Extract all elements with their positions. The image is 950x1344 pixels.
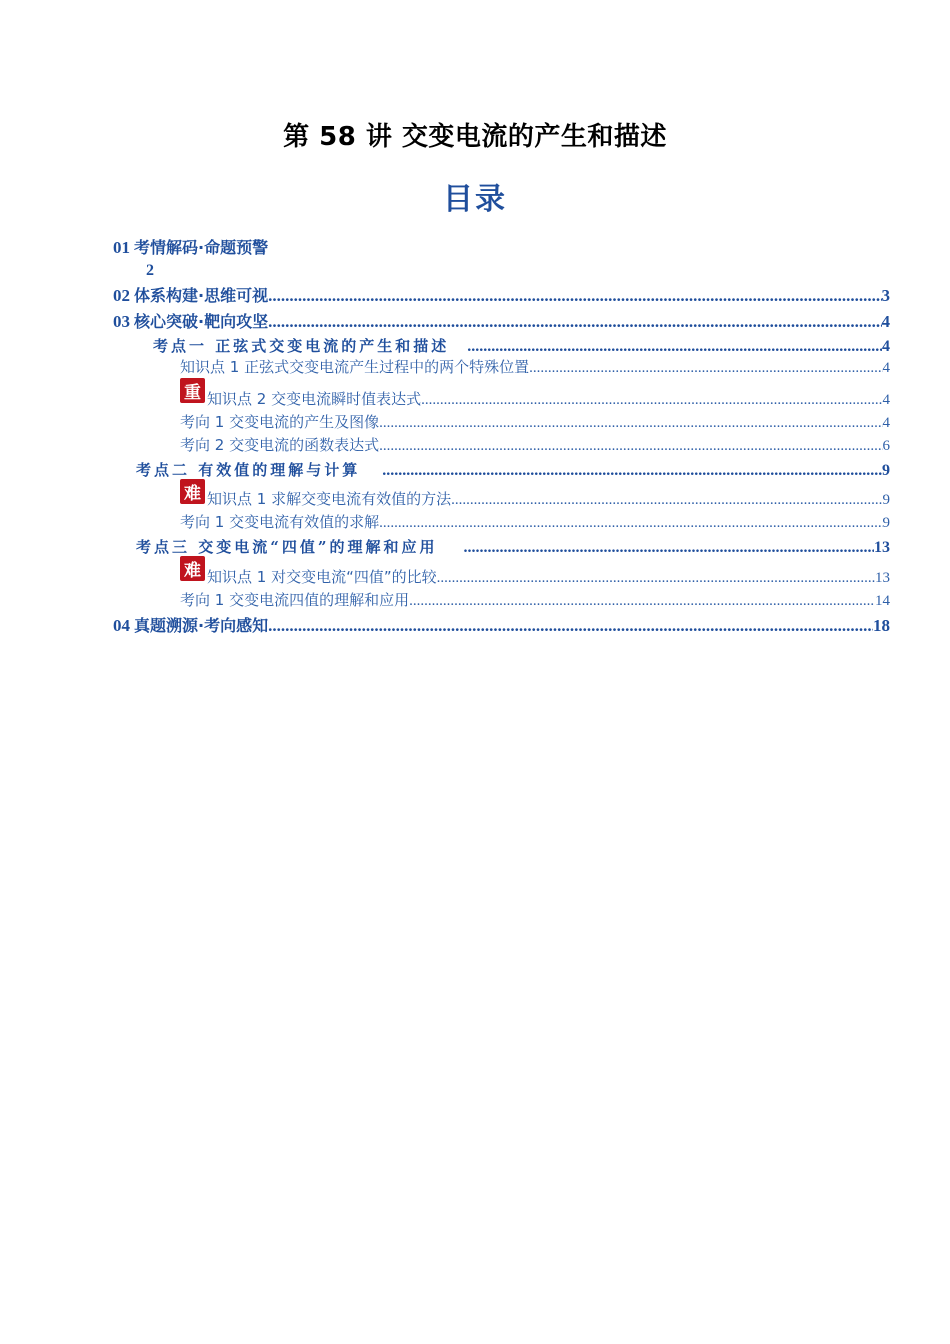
toc-entry-number: 04 — [113, 616, 130, 635]
toc-leader-dots — [379, 415, 882, 432]
toc-entry-label: 考向 1 交变电流四值的理解和应用 — [180, 591, 410, 609]
toc-leader-dots — [437, 570, 875, 587]
toc-leader-dots — [421, 392, 882, 409]
toc-leader-dots — [268, 312, 881, 332]
toc-entry-01-page-line[interactable] — [146, 260, 154, 280]
document-title: 第 58 讲 交变电流的产生和描述 — [283, 122, 667, 152]
toc-heading: 目录 — [443, 182, 507, 217]
toc-exam-point-2[interactable] — [136, 458, 890, 480]
toc-entry-04[interactable] — [113, 614, 890, 636]
toc-page-number: 9 — [882, 515, 890, 531]
toc-page-number: 9 — [882, 462, 890, 479]
toc-entry-label: 考情解码·命题预警 — [134, 238, 269, 257]
toc-page-number: 14 — [875, 593, 890, 609]
toc-leader-dots — [409, 593, 875, 610]
toc-leader-dots — [467, 338, 882, 356]
toc-entry-label: 体系构建·思维可视 — [134, 286, 269, 305]
toc-entry-label: 考点三 交变电流“四值”的理解和应用 — [136, 538, 438, 556]
toc-knowledge-point-1-1[interactable] — [180, 357, 890, 377]
toc-page-number: 3 — [881, 286, 890, 305]
toc-entry-number: 03 — [113, 312, 130, 331]
toc-leader-dots — [268, 286, 881, 306]
toc-entry-label: 真题溯源·考向感知 — [134, 616, 269, 635]
toc-entry-label: 知识点 1 正弦式交变电流产生过程中的两个特殊位置 — [180, 358, 530, 376]
toc-leader-dots — [529, 360, 882, 377]
difficult-point-badge: 难 — [180, 556, 205, 581]
toc-entry-label: 知识点 1 对交变电流“四值”的比较 — [207, 568, 437, 586]
toc-entry-label: 考向 2 交变电流的函数表达式 — [180, 436, 380, 454]
toc-entry-label: 考点一 正弦式交变电流的产生和描述 — [153, 337, 450, 355]
key-point-badge: 重 — [180, 378, 205, 403]
toc-entry-03[interactable] — [113, 310, 890, 332]
toc-entry-label: 考点二 有效值的理解与计算 — [136, 461, 361, 479]
toc-leader-dots — [268, 616, 873, 636]
toc-direction-3-1[interactable] — [180, 590, 890, 610]
toc-leader-dots — [379, 515, 882, 532]
toc-page-number: 13 — [874, 539, 890, 556]
toc-knowledge-point-1-2[interactable] — [207, 389, 890, 409]
toc-entry-number: 02 — [113, 286, 130, 305]
toc-entry-label: 知识点 1 求解交变电流有效值的方法 — [207, 490, 452, 508]
toc-entry-01[interactable] — [113, 236, 413, 258]
toc-direction-1-1[interactable] — [180, 412, 890, 432]
toc-entry-02[interactable] — [113, 284, 890, 306]
toc-page-number: 18 — [873, 616, 890, 635]
toc-direction-2-1[interactable] — [180, 512, 890, 532]
toc-direction-1-2[interactable] — [180, 435, 890, 455]
toc-page-number: 4 — [882, 338, 890, 355]
difficult-point-badge: 难 — [180, 479, 205, 504]
toc-exam-point-1[interactable] — [153, 334, 890, 356]
toc-knowledge-point-2-1[interactable] — [207, 489, 890, 509]
toc-page-number: 9 — [882, 492, 890, 508]
toc-leader-dots — [379, 438, 882, 455]
toc-leader-dots — [463, 539, 874, 557]
toc-leader-dots — [451, 492, 882, 509]
toc-page-number: 6 — [882, 438, 890, 454]
toc-entry-label: 考向 1 交变电流的产生及图像 — [180, 413, 380, 431]
toc-entry-label: 知识点 2 交变电流瞬时值表达式 — [207, 390, 422, 408]
toc-page-number: 4 — [882, 360, 890, 376]
toc-entry-number: 01 — [113, 238, 130, 257]
toc-knowledge-point-3-1[interactable] — [207, 567, 890, 587]
toc-exam-point-3[interactable] — [136, 535, 890, 557]
toc-entry-label: 核心突破·靶向攻坚 — [134, 312, 269, 331]
toc-page-number: 4 — [882, 415, 890, 431]
toc-page-number: 13 — [875, 570, 890, 586]
toc-leader-dots — [382, 462, 882, 480]
toc-entry-label: 考向 1 交变电流有效值的求解 — [180, 513, 380, 531]
toc-page-number: 4 — [881, 312, 890, 331]
toc-page-number: 2 — [146, 262, 154, 279]
toc-page-number: 4 — [882, 392, 890, 408]
